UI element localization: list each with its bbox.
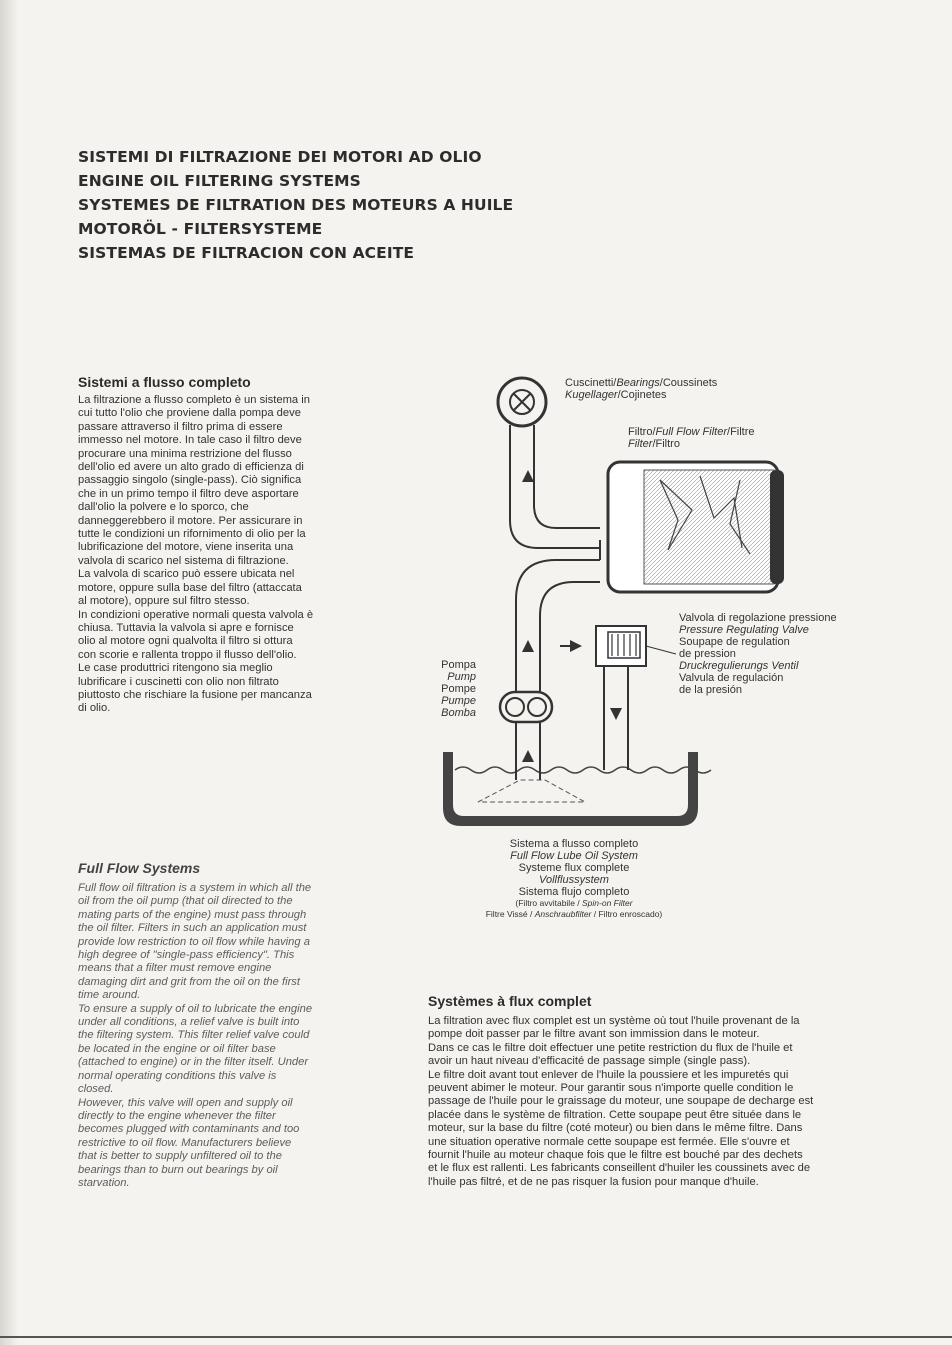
- italian-heading: Sistemi a flusso completo: [78, 374, 251, 390]
- pump-icon: [500, 692, 552, 722]
- pump-label: Pompa Pump Pompe Pumpe Bomba: [441, 659, 476, 719]
- title-spanish: SISTEMAS DE FILTRACION CON ACEITE: [78, 244, 415, 262]
- french-body: La filtration avec flux complet est un système où tout l'huile provenant de la pompe doit passer par le filtre avant son immission dans le moteur. Dans ce cas le filtre doit effectuer une petite restriction du flux de l'huile et avoir un haut niveau d'efficacité de passage simple (single pass). Le filtre doit avant tout enlever de l'huile la poussiere et les impuretés qui peuvent abimer le moteur. Pour garantir sous n'importe quelle condition le passage de l'huile pour le graissage du moteur, une soupape de decharge est placée dans le système de filtration. Cette soupape peut être située dans le moteur, sur la base du filtre (coté moteur) ou bien dans le même filtre. Dans une situation operative normale cette soupape est fermée. Elle s'ouvre et fournit l'huile au moteur chaque fois que le filtre est bouché par des dechets et le flux est rallenti. Les fabricants conseillent d'huiler les coussinets avec de l'huile pas filtré, et de ne pas risquer la fusion pour manque d'huile.: [428, 1015, 814, 1188]
- english-heading: Full Flow Systems: [78, 860, 201, 876]
- filter-label: Filtro/Full Flow Filter/Filtre Filter/Filtro: [628, 426, 755, 450]
- oil-sump: [443, 752, 711, 826]
- page-bottom-rule: [0, 1336, 952, 1338]
- full-flow-filter-icon: [608, 462, 784, 592]
- valve-label: Valvola di regolazione pressione Pressure Regulating Valve Soupape de regulation de pression Druckregulierungs Ventil Valvula de regulación de la presión: [679, 612, 837, 696]
- title-french: SYSTEMES DE FILTRATION DES MOTEURS A HUILE: [78, 196, 514, 214]
- bearings-icon: [498, 378, 546, 426]
- french-heading: Systèmes à flux complet: [428, 993, 592, 1009]
- title-italian: SISTEMI DI FILTRAZIONE DEI MOTORI AD OLIO: [78, 148, 482, 166]
- title-german: MOTORÖL - FILTERSYSTEME: [78, 220, 323, 238]
- italian-body: La filtrazione a flusso completo è un sistema in cui tutto l'olio che proviene dalla pompa deve passare attraverso il filtro prima di essere immesso nel motore. In tale caso il filtro deve procurare una minima restrizione del flusso dell'olio ed avere un alto grado di efficienza di passaggio singolo (single-pass). Ciò significa che in un primo tempo il filtro deve asportare dall'olio la polvere e lo sporco, che danneggerebbero il motore. Per assicurare in tutte le condizioni un rifornimento di olio per la lubrificazione del motore, viene inserita una valvola di scarico nel sistema di filtrazione. La valvola di scarico può essere ubicata nel motore, oppure sulla base del filtro (attaccata al motore), oppure sul filtro stesso. In condizioni operative normali questa valvola è chiusa. Tuttavia la valvola si apre e fornisce olio al motore ogni qualvolta il filtro si ottura con scorie e rallenta troppo il flusso dell'olio. Le case produttrici ritengono sia meglio lubrificare i cuscinetti con olio non filtrato piuttosto che rischiare la fusione per mancanza di olio.: [78, 394, 314, 715]
- english-body: Full flow oil filtration is a system in which all the oil from the oil pump (that oil directed to the mating parts of the engine) must pass through the oil filter. Filters in such an application must provide low restriction to oil flow while having a high degree of "single-pass efficiency". This means that a filter must remove engine damaging dirt and grit from the oil on the first time around. To ensure a supply of oil to lubricate the engine under all conditions, a relief valve is built into the filtering system. This filter relief valve could be located in the engine or oil filter base (attached to engine) or in the filter itself. Under normal operating conditions this valve is closed. However, this valve will open and supply oil directly to the engine whenever the filter becomes plugged with contaminants and too restrictive to oil flow. Manufacturers believe that is better to supply unfiltered oil to the bearings than to burn out bearings by oil starvation.: [78, 882, 313, 1189]
- pressure-valve-icon: [596, 626, 676, 666]
- title-english: ENGINE OIL FILTERING SYSTEMS: [78, 172, 361, 190]
- bearings-label: Cuscinetti/Bearings/Coussinets Kugellager/Cojinetes: [565, 377, 718, 401]
- diagram-caption: Sistema a flusso completo Full Flow Lube Oil System Systeme flux complete Vollflussystem Sistema flujo completo (Filtro avvitabile / Spin-on Filter Filtre Vissé / Anschraubfilter / Filtro enroscado): [485, 838, 663, 919]
